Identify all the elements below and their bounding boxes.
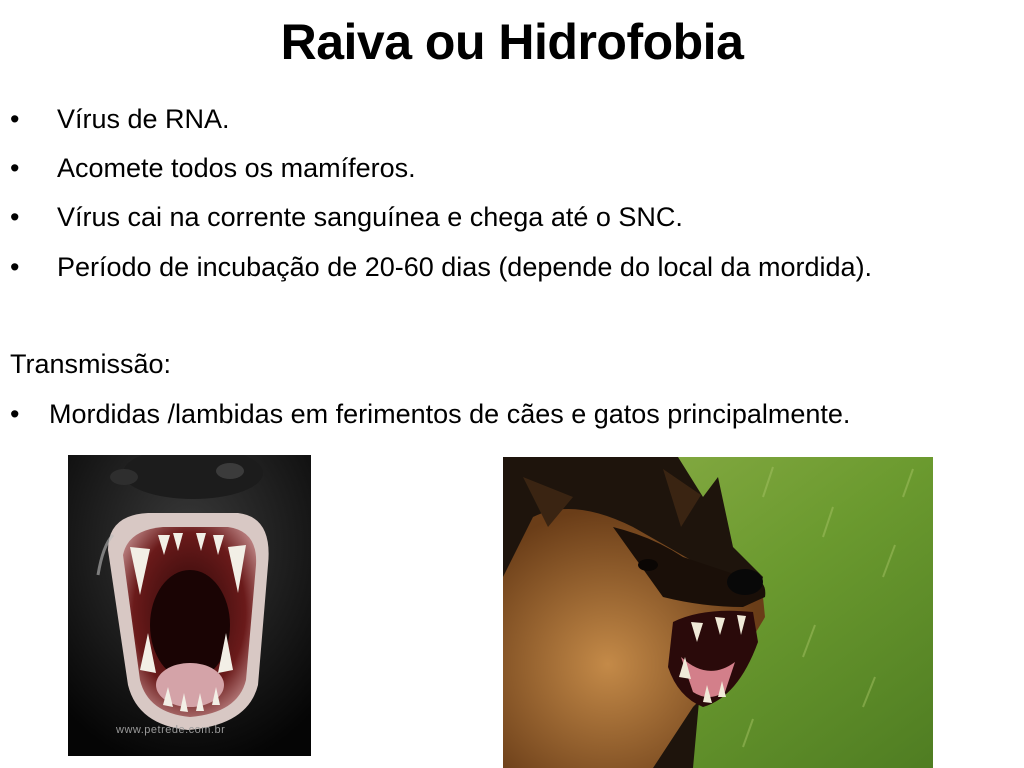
bullet-dot: • bbox=[10, 104, 20, 134]
german-shepherd-illustration bbox=[503, 457, 933, 768]
bullet-text: Vírus cai na corrente sanguínea e chega até o SNC. bbox=[57, 202, 683, 232]
bullet-text: Acomete todos os mamíferos. bbox=[57, 153, 416, 183]
bullet-dot: • bbox=[10, 202, 20, 232]
bullet-dot: • bbox=[10, 153, 20, 183]
bullet-text: Período de incubação de 20-60 dias (depende do local da mordida). bbox=[57, 252, 873, 282]
photo-watermark: www.petrede.com.br bbox=[116, 724, 226, 736]
transmission-heading: Transmissão: bbox=[10, 349, 172, 379]
black-dog-illustration bbox=[68, 455, 311, 756]
bullet-dot: • bbox=[10, 399, 20, 429]
black-dog-photo bbox=[68, 455, 311, 756]
bullet-text: Vírus de RNA. bbox=[57, 104, 230, 134]
german-shepherd-photo bbox=[503, 457, 933, 768]
bullet-text: Mordidas /lambidas em ferimentos de cães e gatos principalmente. bbox=[49, 399, 851, 429]
bullet-dot: • bbox=[10, 252, 20, 282]
slide-title: Raiva ou Hidrofobia bbox=[280, 14, 744, 70]
